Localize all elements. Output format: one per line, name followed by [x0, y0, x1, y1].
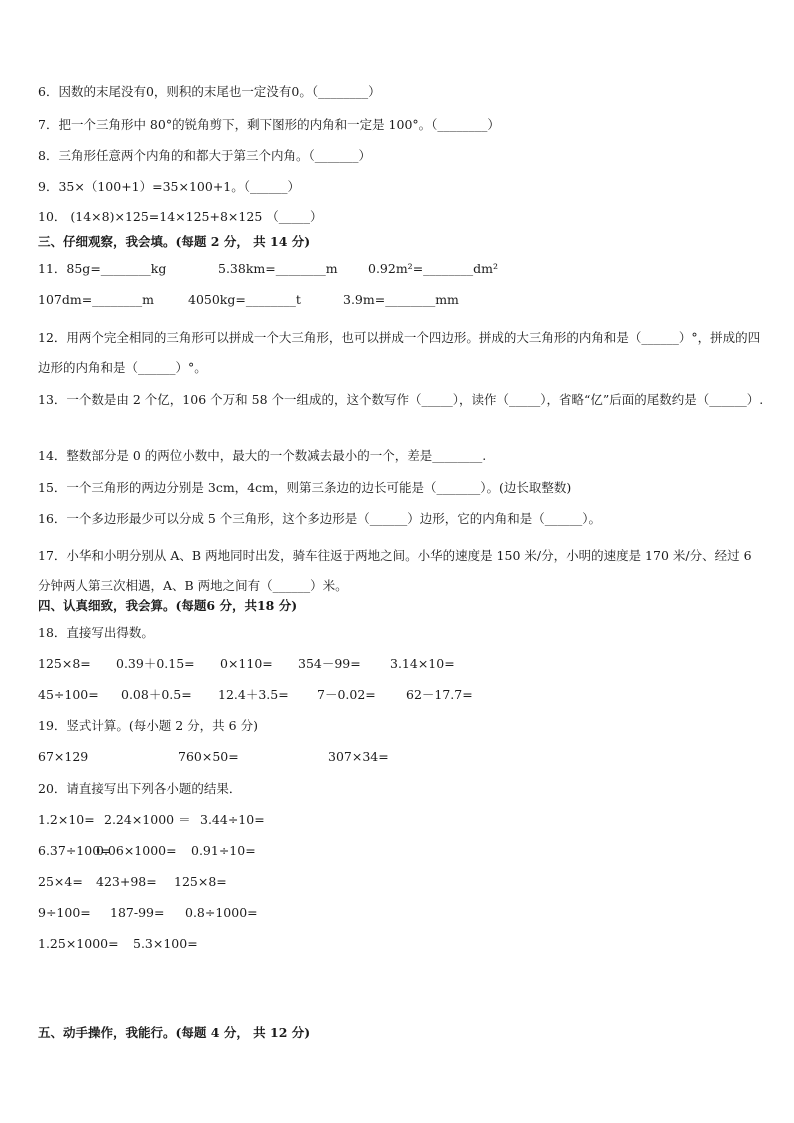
question-9: 9．35×（100+1）=35×100+1。（______） [38, 179, 301, 194]
question-8: 8．三角形任意两个内角的和都大于第三个内角。（_______） [38, 148, 371, 163]
q11-item: 5.38km=________m [218, 261, 338, 276]
q18-item: 0.39＋0.15= [116, 656, 195, 671]
q11-item: 11．85g=________kg [38, 261, 167, 276]
question-18-title: 18．直接写出得数。 [38, 625, 154, 640]
q11-item: 0.92m²=________dm² [368, 261, 499, 276]
question-19-title: 19．竖式计算。(每小题 2 分，共 6 分) [38, 718, 258, 733]
q18-item: 7－0.02= [317, 687, 376, 702]
q18-item: 62－17.7= [406, 687, 473, 702]
q19-item: 307×34= [328, 749, 389, 764]
q20-item: 423+98= [96, 874, 157, 889]
q18-item: 3.14×10= [390, 656, 455, 671]
q20-item: 25×4= [38, 874, 83, 889]
question-15: 15．一个三角形的两边分别是 3cm，4cm，则第三条边的边长可能是（_______）。(边长取整数) [38, 480, 572, 495]
section-5-heading: 五、动手操作，我能行。(每题 4 分， 共 12 分) [38, 1025, 311, 1040]
question-20-title: 20．请直接写出下列各小题的结果． [38, 781, 242, 796]
q19-item: 67×129 [38, 749, 89, 764]
q18-item: 12.4＋3.5= [218, 687, 289, 702]
question-7: 7．把一个三角形中 80°的锐角剪下，剩下图形的内角和一定是 100°。（________） [38, 117, 500, 132]
q19-item: 760×50= [178, 749, 239, 764]
q11-item: 4050kg=________t [188, 292, 301, 307]
q20-item: 6.37÷100= [38, 843, 111, 858]
q20-item: 2.24×1000 ＝ [104, 812, 191, 827]
q20-item: 0.91÷10= [191, 843, 256, 858]
q18-item: 125×8= [38, 656, 91, 671]
question-12: 12．用两个完全相同的三角形可以拼成一个大三角形，也可以拼成一个四边形。拼成的大三角形的内角和是（______）°，拼成的四边形的内角和是（______）°。 [38, 330, 761, 375]
question-17: 17．小华和小明分别从 A、B 两地同时出发，骑车往返于两地之间。小华的速度是 150 米/分，小明的速度是 170 米/分、经过 6 分钟两人第三次相遇，A、B 两地之间有（______）米。 [38, 548, 752, 593]
q20-item: 9÷100= [38, 905, 91, 920]
question-13: 13．一个数是由 2 个亿，106 个万和 58 个一组成的，这个数写作（_____），读作（_____），省略“亿”后面的尾数约是（______）. [38, 392, 764, 407]
q18-item: 0.08＋0.5= [121, 687, 192, 702]
q20-item: 125×8= [174, 874, 227, 889]
q20-item: 3.44÷10= [200, 812, 265, 827]
q20-item: 1.2×10= [38, 812, 95, 827]
question-14: 14．整数部分是 0 的两位小数中，最大的一个数减去最小的一个，差是________. [38, 448, 487, 463]
question-16: 16．一个多边形最少可以分成 5 个三角形，这个多边形是（______）边形，它的内角和是（______）。 [38, 511, 602, 526]
q18-item: 0×110= [220, 656, 273, 671]
question-6: 6．因数的末尾没有0，则积的末尾也一定没有0。（________） [38, 84, 381, 99]
q20-item: 1.25×1000= [38, 936, 119, 951]
q11-item: 107dm=________m [38, 292, 155, 307]
section-4-heading: 四、认真细致，我会算。(每题6 分，共18 分) [38, 598, 298, 613]
q20-item: 0.06×1000= [96, 843, 177, 858]
q20-item: 0.8÷1000= [185, 905, 258, 920]
section-3-heading: 三、仔细观察，我会填。(每题 2 分， 共 14 分) [38, 234, 311, 249]
q18-item: 45÷100= [38, 687, 99, 702]
q11-item: 3.9m=________mm [343, 292, 459, 307]
q20-item: 187-99= [110, 905, 165, 920]
q20-item: 5.3×100= [133, 936, 198, 951]
q18-item: 354－99= [298, 656, 361, 671]
question-10: 10． (14×8)×125=14×125+8×125 （_____） [38, 209, 323, 224]
